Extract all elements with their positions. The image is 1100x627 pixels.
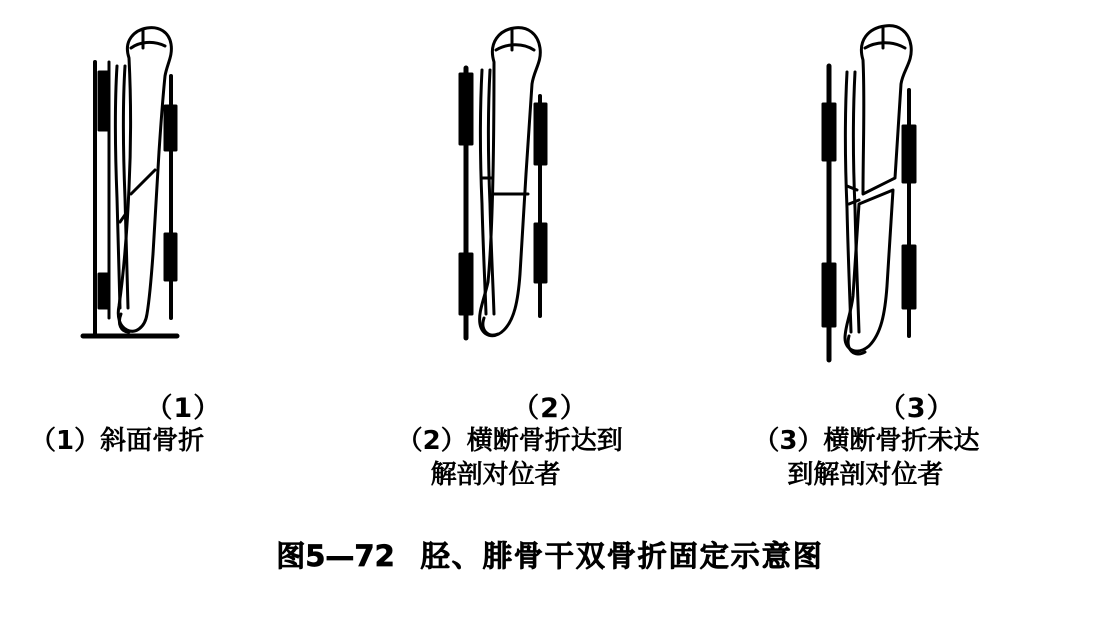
caption-3-text: [753, 424, 1093, 492]
figure-title-main: 胫、腓骨干双骨折固定示意图: [420, 539, 824, 573]
figure-title: [0, 534, 1100, 575]
panel-1-number: （1）: [145, 393, 222, 424]
tibia-fibula-transverse-fracture-nonanatomic-reduction-diagram: [807, 18, 1027, 368]
figure-caption-1: [0, 424, 367, 514]
caption-1-line1: （1）斜面骨折: [30, 426, 205, 456]
figure-panel-2: [367, 18, 734, 424]
figure-title-number: 图5—72: [276, 539, 395, 573]
panel-2-number: （2）: [512, 393, 588, 424]
caption-2-line1: （2）横断骨折达到: [396, 426, 623, 456]
caption-2-text: [397, 424, 727, 492]
caption-1-text: [30, 424, 360, 458]
figure-captions-row: [0, 424, 1100, 514]
caption-2-line2: 解剖对位者: [430, 460, 561, 490]
figure-caption-2: [367, 424, 734, 514]
panel-3-number: （3）: [878, 393, 955, 424]
tibia-fibula-transverse-fracture-anatomic-reduction-diagram: [440, 18, 660, 368]
figure-panel-3: [733, 18, 1100, 424]
tibia-fibula-oblique-fracture-fixation-diagram: [73, 18, 293, 368]
figure-panels-row: [0, 18, 1100, 424]
figure-panel-1: [0, 18, 367, 424]
caption-3-line1: （3）横断骨折未达: [753, 426, 980, 456]
figure-caption-3: [733, 424, 1100, 514]
caption-3-line2: 到解剖对位者: [787, 460, 944, 490]
